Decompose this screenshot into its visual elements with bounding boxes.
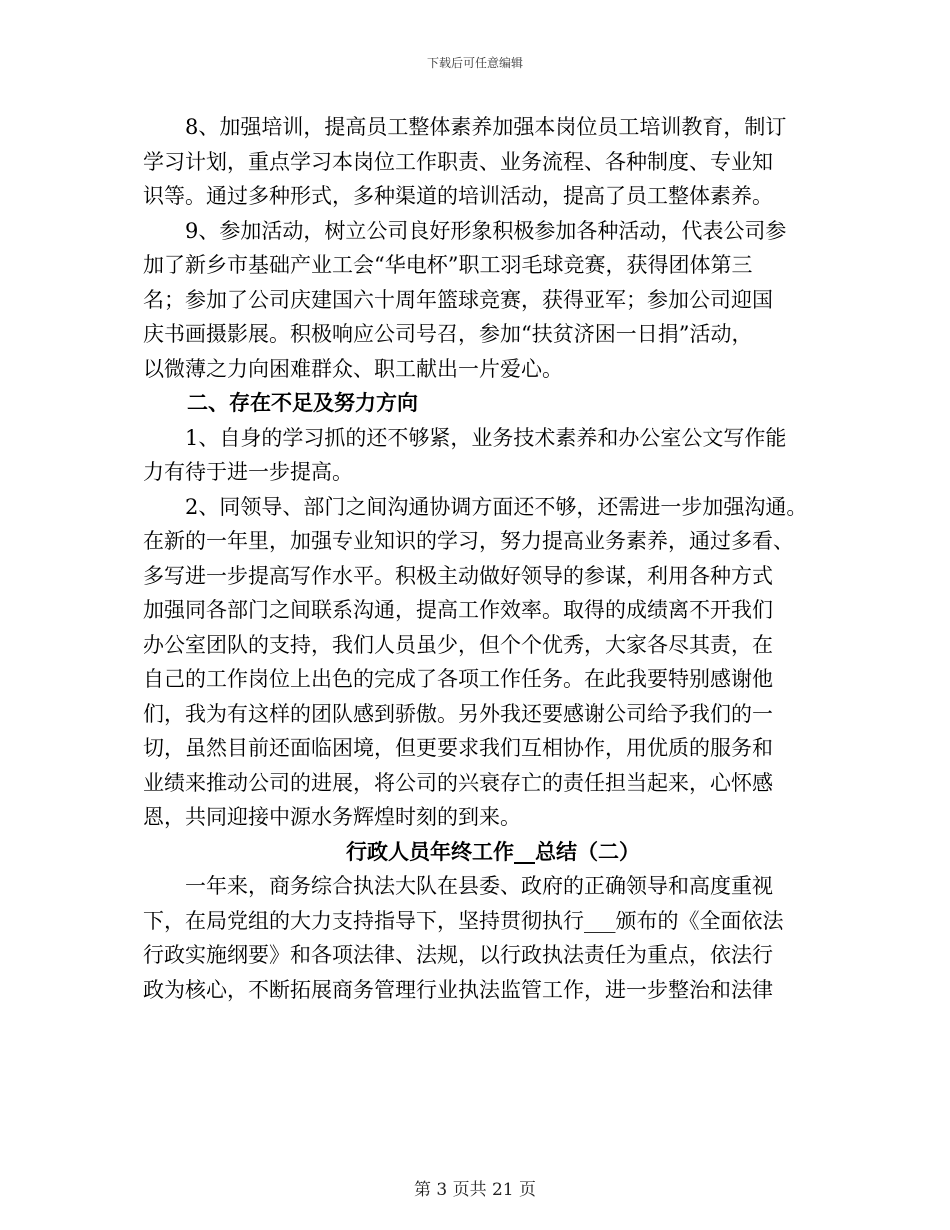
paragraph-line: 加了新乡市基础产业工会“华电杯”职工羽毛球竞赛，获得团体第三	[143, 253, 753, 277]
paragraph-line: 1、自身的学习抓的还不够紧，业务技术素养和办公室公文写作能	[185, 425, 787, 450]
paragraph-line: 们，我为有这样的团队感到骄傲。另外我还要感谢公司给予我们的一	[143, 701, 773, 726]
paragraph-line: 一年来，商务综合执法大队在县委、政府的正确领导和高度重视	[185, 874, 773, 898]
paragraph-line: 切，虽然目前还面临困境，但更要求我们互相协作，用优质的服务和	[143, 736, 773, 760]
paragraph-line: 名；参加了公司庆建国六十周年篮球竞赛，获得亚军；参加公司迎国	[143, 287, 773, 312]
paragraph-line: 在新的一年里，加强专业知识的学习，努力提高业务素养，通过多看、	[143, 529, 794, 553]
paragraph-line: 9、参加活动，树立公司良好形象积极参加各种活动，代表公司参	[185, 218, 787, 243]
paragraph-line: 恩，共同迎接中源水务辉煌时刻的到来。	[143, 805, 521, 829]
section-heading: 二、存在不足及努力方向	[187, 390, 418, 415]
paragraph-line: 下，在局党组的大力支持指导下，坚持贯彻执行___颁布的《全面依法	[143, 908, 784, 933]
paragraph-line: 多写进一步提高写作水平。积极主动做好领导的参谋，利用各种方式	[143, 563, 773, 588]
paragraph-line: 行政实施纲要》和各项法律、法规，以行政执法责任为重点，依法行	[143, 943, 773, 967]
paragraph-line: 8、加强培训，提高员工整体素养加强本岗位员工培训教育，制订	[185, 115, 787, 139]
page-header: 下载后可任意编辑	[426, 56, 523, 70]
page-number: 第 3 页共 21 页	[413, 1180, 537, 1200]
paragraph-line: 庆书画摄影展。积极响应公司号召，参加“扶贫济困一日捐”活动，	[143, 322, 753, 346]
paragraph-line: 识等。通过多种形式，多种渠道的培训活动，提高了员工整体素养。	[143, 184, 773, 208]
paragraph-line: 政为核心，不断拓展商务管理行业执法监管工作，进一步整治和法律	[143, 977, 773, 1002]
paragraph-line: 2、同领导、部门之间沟通协调方面还不够，还需进一步加强沟通。	[185, 494, 808, 519]
paragraph-line: 办公室团队的支持，我们人员虽少，但个个优秀，大家各尽其责，在	[143, 632, 773, 657]
document-body	[143, 110, 823, 1007]
paragraph-line: 加强同各部门之间联系沟通，提高工作效率。取得的成绩离不开我们	[143, 598, 773, 622]
paragraph-line: 学习计划，重点学习本岗位工作职责、业务流程、各种制度、专业知	[143, 149, 773, 174]
paragraph-line: 以微薄之力向困难群众、职工献出一片爱心。	[143, 356, 563, 381]
section-title: 行政人员年终工作__总结（二）	[346, 838, 640, 864]
paragraph-line: 业绩来推动公司的进展，将公司的兴衰存亡的责任担当起来，心怀感	[143, 770, 773, 795]
paragraph-line: 自己的工作岗位上出色的完成了各项工作任务。在此我要特别感谢他	[143, 667, 773, 691]
paragraph-line: 力有待于进一步提高。	[143, 460, 353, 484]
